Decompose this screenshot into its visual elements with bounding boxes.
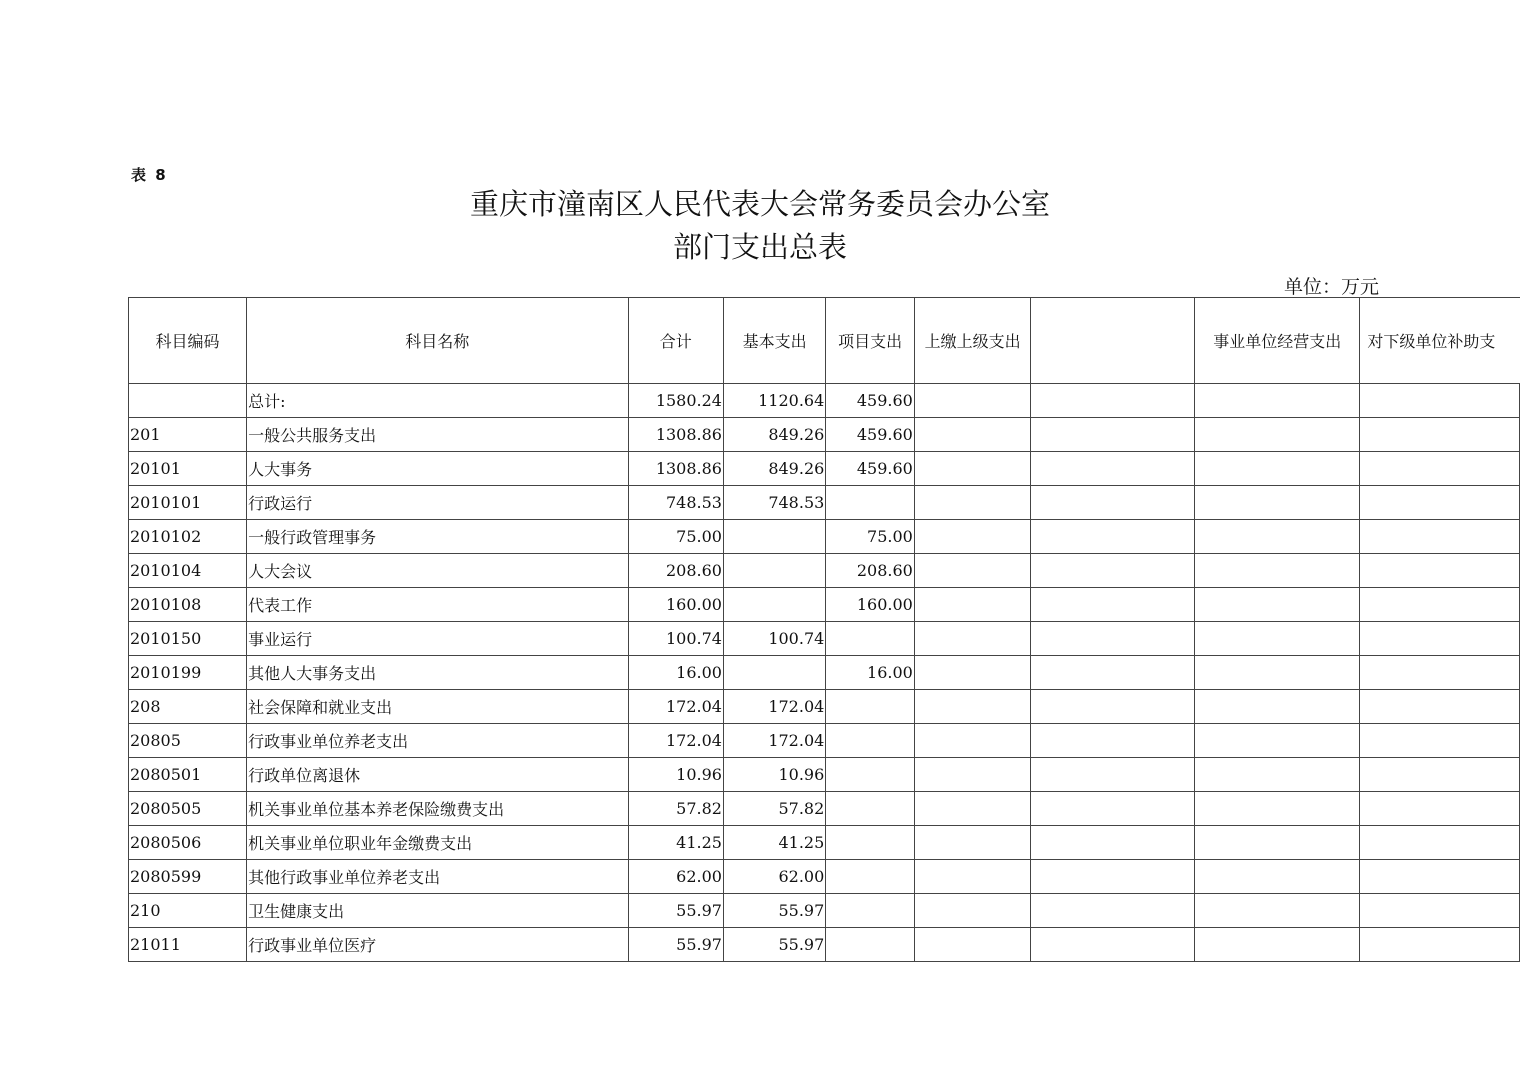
cell-business	[1195, 588, 1360, 622]
header-business: 事业单位经营支出	[1195, 298, 1360, 384]
cell-basic: 849.26	[723, 418, 825, 452]
cell-code: 2010199	[129, 656, 247, 690]
cell-blank	[1031, 554, 1195, 588]
cell-code: 201	[129, 418, 247, 452]
cell-total: 1580.24	[628, 384, 723, 418]
cell-basic	[723, 588, 825, 622]
cell-upper	[914, 758, 1031, 792]
cell-name: 行政事业单位养老支出	[247, 724, 628, 758]
cell-project	[826, 860, 915, 894]
table-row	[129, 588, 1520, 622]
cell-subsidy	[1360, 826, 1520, 860]
cell-project: 208.60	[826, 554, 915, 588]
table-row	[129, 724, 1520, 758]
cell-basic: 172.04	[723, 690, 825, 724]
cell-code: 2010150	[129, 622, 247, 656]
cell-subsidy	[1360, 418, 1520, 452]
cell-business	[1195, 384, 1360, 418]
cell-total: 208.60	[628, 554, 723, 588]
cell-upper	[914, 792, 1031, 826]
cell-upper	[914, 656, 1031, 690]
cell-blank	[1031, 724, 1195, 758]
table-row	[129, 826, 1520, 860]
header-subsidy: 对下级单位补助支	[1360, 298, 1520, 384]
cell-business	[1195, 690, 1360, 724]
cell-basic: 849.26	[723, 452, 825, 486]
header-name: 科目名称	[247, 298, 628, 384]
cell-name: 行政事业单位医疗	[247, 928, 628, 962]
cell-name: 总计:	[247, 384, 628, 418]
table-row	[129, 622, 1520, 656]
cell-total: 160.00	[628, 588, 723, 622]
cell-business	[1195, 656, 1360, 690]
header-upper: 上缴上级支出	[914, 298, 1031, 384]
cell-basic: 62.00	[723, 860, 825, 894]
cell-blank	[1031, 792, 1195, 826]
cell-basic: 748.53	[723, 486, 825, 520]
cell-total: 75.00	[628, 520, 723, 554]
cell-code: 2010104	[129, 554, 247, 588]
table-row	[129, 690, 1520, 724]
cell-business	[1195, 894, 1360, 928]
cell-project	[826, 690, 915, 724]
table-row	[129, 860, 1520, 894]
cell-basic: 1120.64	[723, 384, 825, 418]
cell-subsidy	[1360, 520, 1520, 554]
cell-business	[1195, 452, 1360, 486]
cell-name: 代表工作	[247, 588, 628, 622]
cell-subsidy	[1360, 894, 1520, 928]
cell-code: 210	[129, 894, 247, 928]
cell-name: 机关事业单位基本养老保险缴费支出	[247, 792, 628, 826]
cell-business	[1195, 792, 1360, 826]
cell-basic: 41.25	[723, 826, 825, 860]
table-row	[129, 792, 1520, 826]
cell-total: 1308.86	[628, 418, 723, 452]
table-row	[129, 758, 1520, 792]
cell-name: 社会保障和就业支出	[247, 690, 628, 724]
cell-project	[826, 724, 915, 758]
cell-project	[826, 486, 915, 520]
cell-blank	[1031, 520, 1195, 554]
cell-basic: 55.97	[723, 928, 825, 962]
cell-name: 其他行政事业单位养老支出	[247, 860, 628, 894]
cell-blank	[1031, 418, 1195, 452]
cell-code: 20805	[129, 724, 247, 758]
cell-upper	[914, 452, 1031, 486]
cell-blank	[1031, 758, 1195, 792]
cell-upper	[914, 860, 1031, 894]
cell-name: 行政单位离退休	[247, 758, 628, 792]
cell-blank	[1031, 928, 1195, 962]
cell-upper	[914, 928, 1031, 962]
cell-blank	[1031, 452, 1195, 486]
table-row	[129, 554, 1520, 588]
cell-code: 21011	[129, 928, 247, 962]
cell-subsidy	[1360, 486, 1520, 520]
cell-subsidy	[1360, 622, 1520, 656]
cell-code: 2080505	[129, 792, 247, 826]
cell-subsidy	[1360, 656, 1520, 690]
cell-subsidy	[1360, 452, 1520, 486]
cell-name: 行政运行	[247, 486, 628, 520]
table-row	[129, 520, 1520, 554]
cell-business	[1195, 520, 1360, 554]
cell-code: 208	[129, 690, 247, 724]
cell-code: 2080506	[129, 826, 247, 860]
cell-basic: 10.96	[723, 758, 825, 792]
cell-blank	[1031, 486, 1195, 520]
cell-basic	[723, 656, 825, 690]
cell-name: 其他人大事务支出	[247, 656, 628, 690]
table-row	[129, 656, 1520, 690]
cell-upper	[914, 520, 1031, 554]
cell-blank	[1031, 384, 1195, 418]
cell-total: 41.25	[628, 826, 723, 860]
cell-basic	[723, 554, 825, 588]
cell-business	[1195, 724, 1360, 758]
table-row	[129, 384, 1520, 418]
header-code: 科目编码	[129, 298, 247, 384]
cell-total: 10.96	[628, 758, 723, 792]
header-project: 项目支出	[826, 298, 915, 384]
header-basic: 基本支出	[723, 298, 825, 384]
cell-code: 20101	[129, 452, 247, 486]
cell-blank	[1031, 690, 1195, 724]
table-row	[129, 928, 1520, 962]
cell-basic: 172.04	[723, 724, 825, 758]
cell-business	[1195, 418, 1360, 452]
cell-project	[826, 758, 915, 792]
cell-business	[1195, 622, 1360, 656]
cell-subsidy	[1360, 384, 1520, 418]
cell-total: 172.04	[628, 690, 723, 724]
cell-project: 16.00	[826, 656, 915, 690]
cell-upper	[914, 588, 1031, 622]
header-row	[129, 298, 1520, 384]
table-body	[129, 384, 1520, 962]
cell-upper	[914, 384, 1031, 418]
cell-business	[1195, 758, 1360, 792]
cell-total: 62.00	[628, 860, 723, 894]
cell-project	[826, 928, 915, 962]
cell-total: 100.74	[628, 622, 723, 656]
cell-subsidy	[1360, 588, 1520, 622]
cell-business	[1195, 860, 1360, 894]
cell-code: 2080599	[129, 860, 247, 894]
table-row	[129, 486, 1520, 520]
cell-project: 75.00	[826, 520, 915, 554]
cell-total: 748.53	[628, 486, 723, 520]
cell-project: 459.60	[826, 452, 915, 486]
cell-project: 459.60	[826, 418, 915, 452]
cell-project	[826, 826, 915, 860]
cell-business	[1195, 928, 1360, 962]
cell-name: 卫生健康支出	[247, 894, 628, 928]
cell-subsidy	[1360, 690, 1520, 724]
cell-project	[826, 894, 915, 928]
cell-basic: 100.74	[723, 622, 825, 656]
table-label: 表 8	[131, 166, 168, 184]
cell-name: 一般公共服务支出	[247, 418, 628, 452]
cell-name: 一般行政管理事务	[247, 520, 628, 554]
title-line-1: 重庆市潼南区人民代表大会常务委员会办公室	[469, 187, 1050, 221]
cell-total: 55.97	[628, 928, 723, 962]
cell-subsidy	[1360, 928, 1520, 962]
cell-basic	[723, 520, 825, 554]
cell-code: 2080501	[129, 758, 247, 792]
cell-upper	[914, 826, 1031, 860]
cell-code: 2010101	[129, 486, 247, 520]
title-line-2: 部门支出总表	[672, 230, 847, 264]
cell-code: 2010102	[129, 520, 247, 554]
cell-project: 160.00	[826, 588, 915, 622]
cell-total: 172.04	[628, 724, 723, 758]
header-total: 合计	[628, 298, 723, 384]
cell-name: 人大事务	[247, 452, 628, 486]
cell-business	[1195, 826, 1360, 860]
expenditure-table	[128, 297, 1520, 962]
cell-blank	[1031, 588, 1195, 622]
cell-upper	[914, 486, 1031, 520]
cell-upper	[914, 724, 1031, 758]
cell-upper	[914, 690, 1031, 724]
cell-total: 16.00	[628, 656, 723, 690]
table-row	[129, 894, 1520, 928]
cell-total: 57.82	[628, 792, 723, 826]
cell-subsidy	[1360, 554, 1520, 588]
cell-basic: 55.97	[723, 894, 825, 928]
cell-upper	[914, 894, 1031, 928]
cell-name: 人大会议	[247, 554, 628, 588]
cell-blank	[1031, 860, 1195, 894]
cell-subsidy	[1360, 724, 1520, 758]
cell-blank	[1031, 622, 1195, 656]
cell-project	[826, 792, 915, 826]
unit-label: 单位：万元	[1284, 276, 1380, 298]
cell-name: 机关事业单位职业年金缴费支出	[247, 826, 628, 860]
header-blank	[1031, 298, 1195, 384]
cell-blank	[1031, 656, 1195, 690]
cell-subsidy	[1360, 758, 1520, 792]
cell-business	[1195, 554, 1360, 588]
cell-code: 2010108	[129, 588, 247, 622]
table-row	[129, 418, 1520, 452]
cell-blank	[1031, 894, 1195, 928]
cell-basic: 57.82	[723, 792, 825, 826]
table-row	[129, 452, 1520, 486]
cell-project	[826, 622, 915, 656]
cell-upper	[914, 418, 1031, 452]
cell-upper	[914, 622, 1031, 656]
cell-total: 1308.86	[628, 452, 723, 486]
cell-business	[1195, 486, 1360, 520]
cell-subsidy	[1360, 792, 1520, 826]
cell-blank	[1031, 826, 1195, 860]
cell-upper	[914, 554, 1031, 588]
cell-name: 事业运行	[247, 622, 628, 656]
cell-total: 55.97	[628, 894, 723, 928]
cell-code	[129, 384, 247, 418]
cell-project: 459.60	[826, 384, 915, 418]
cell-subsidy	[1360, 860, 1520, 894]
